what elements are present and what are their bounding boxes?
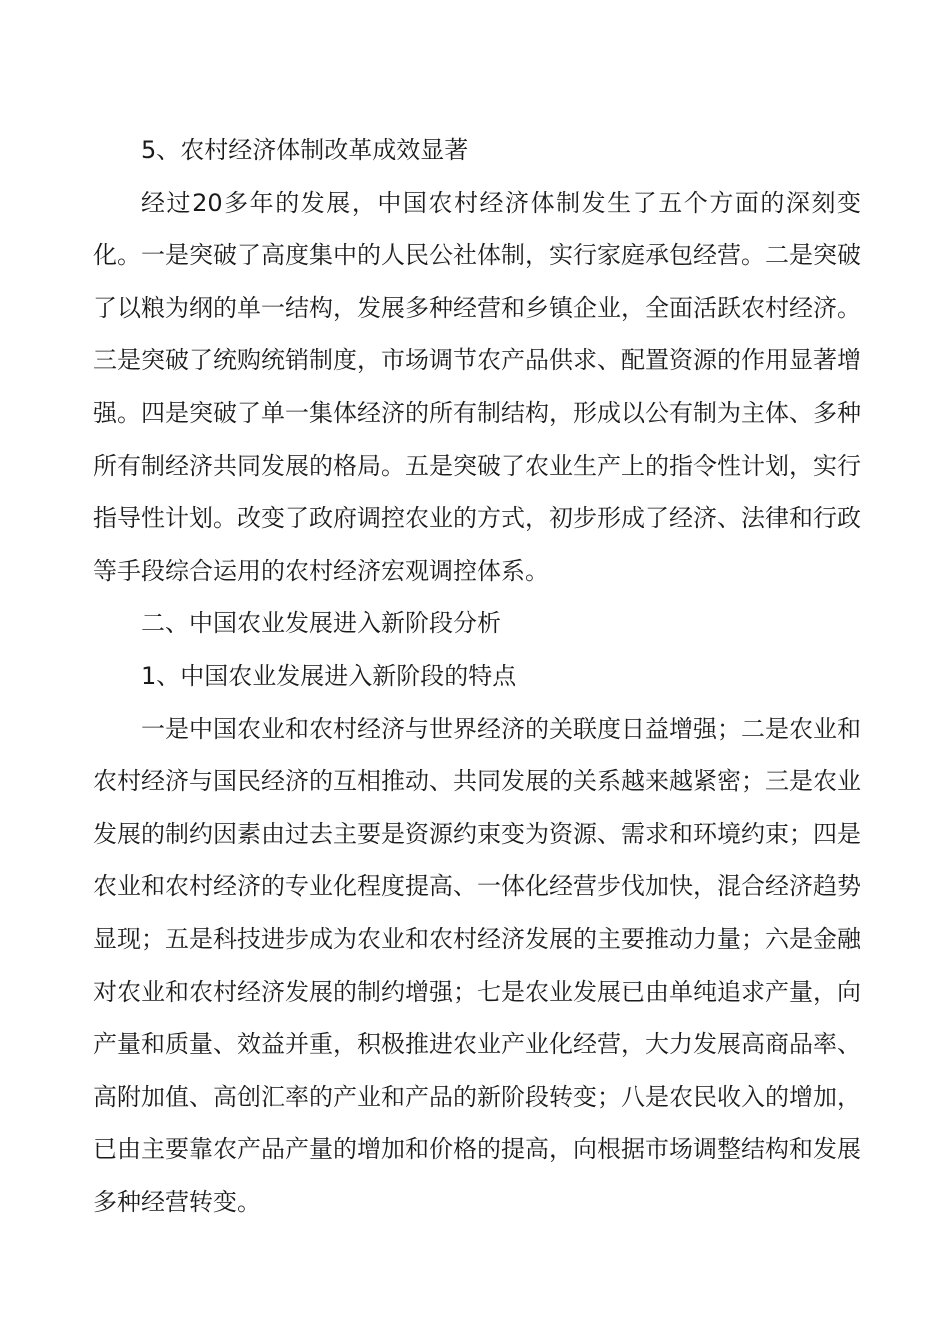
paragraph-reform-results: 经过20多年的发展，中国农村经济体制发生了五个方面的深刻变化。一是突破了高度集中的人民公社体制，实行家庭承包经营。二是突破了以粮为纲的单一结构，发展多种经营和乡镇企业，全面活跃农村经济。三是突破了统购统销制度，市场调节农产品供求、配置资源的作用显著增强。四是突破了单一集体经济的所有制结构，形成以公有制为主体、多种所有制经济共同发展的格局。五是突破了农业生产上的指令性计划，实行指导性计划。改变了政府调控农业的方式，初步形成了经济、法律和行政等手段综合运用的农村经济宏观调控体系。	[93, 188, 861, 585]
heading-rural-reform: 5、农村经济体制改革成效显著	[141, 136, 469, 164]
section-title-new-stage: 二、中国农业发展进入新阶段分析	[141, 609, 501, 638]
subheading-new-stage-features: 1、中国农业发展进入新阶段的特点	[141, 661, 517, 690]
document-body	[93, 124, 861, 1228]
paragraph-new-stage-features: 一是中国农业和农村经济与世界经济的关联度日益增强；二是农业和农村经济与国民经济的互相推动、共同发展的关系越来越紧密；三是农业发展的制约因素由过去主要是资源约束变为资源、需求和环境约束；四是农业和农村经济的专业化程度提高、一体化经营步伐加快，混合经济趋势显现；五是科技进步成为农业和农村经济发展的主要推动力量；六是金融对农业和农村经济发展的制约增强；七是农业发展已由单纯追求产量，向产量和质量、效益并重，积极推进农业产业化经营，大力发展高商品率、高附加值、高创汇率的产业和产品的新阶段转变；八是农民收入的增加，已由主要靠农产品产量的增加和价格的提高，向根据市场调整结构和发展多种经营转变。	[93, 714, 861, 1216]
